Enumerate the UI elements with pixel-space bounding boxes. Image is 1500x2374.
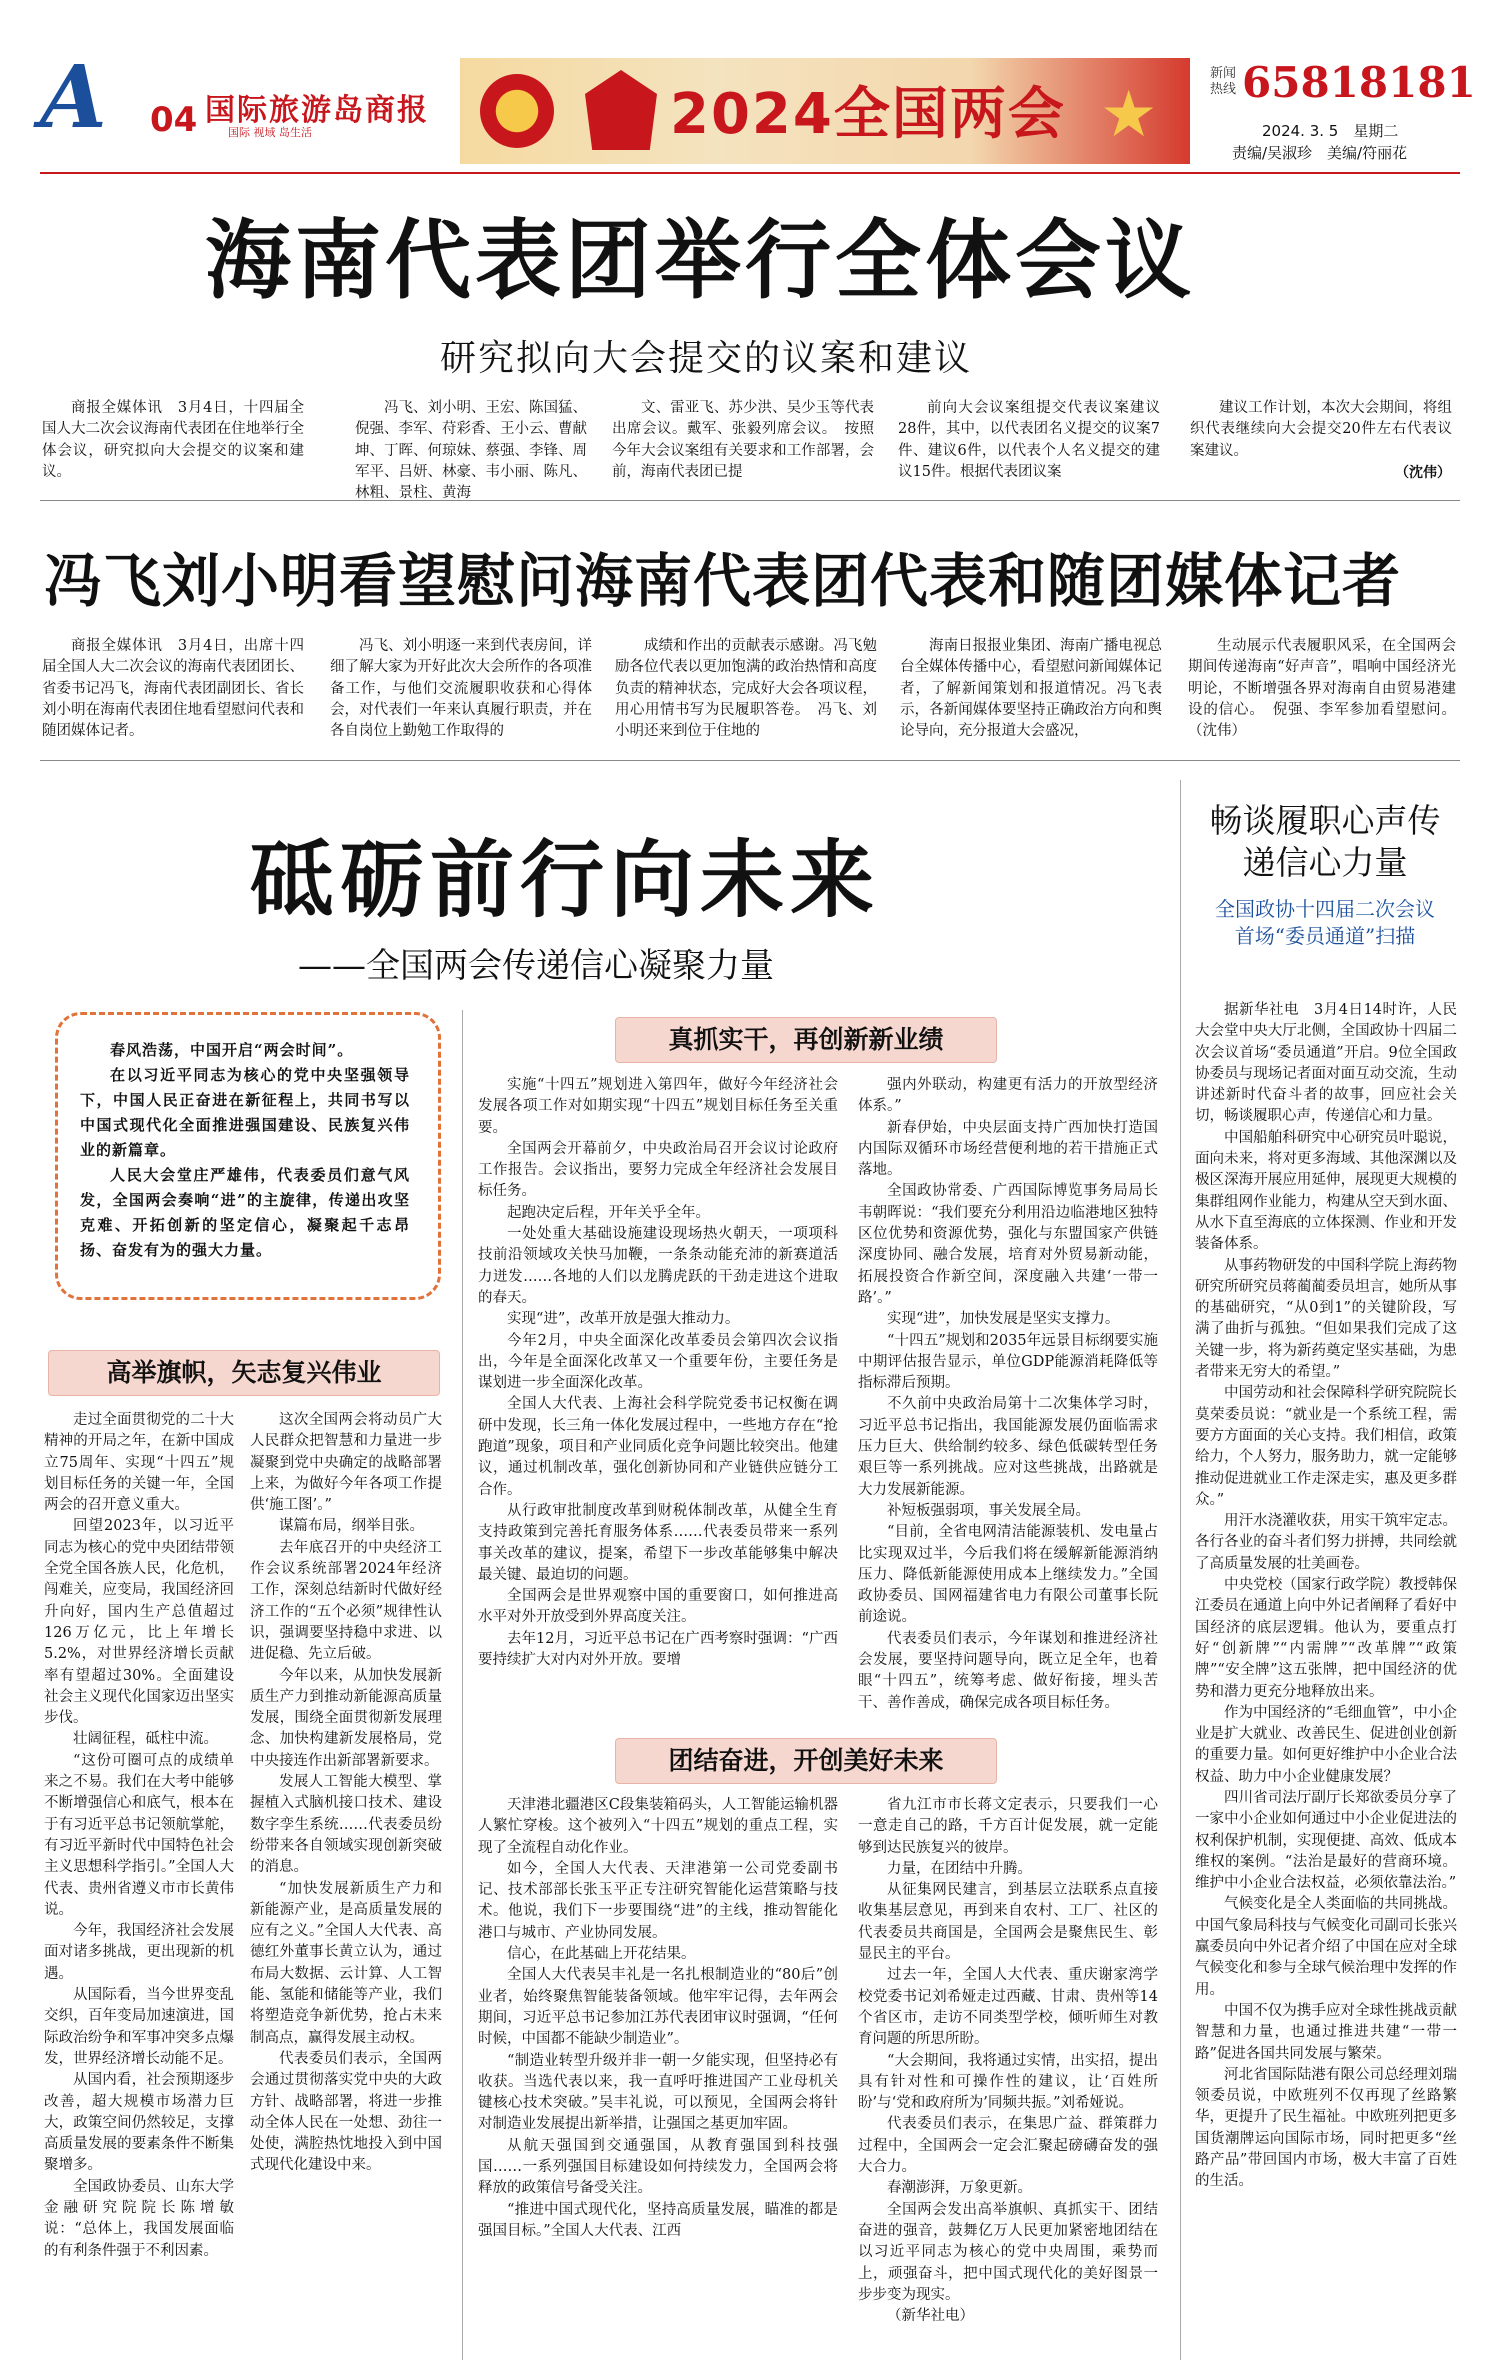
intro-box-text: 春风浩荡，中国开启“两会时间”。 在以习近平同志为核心的党中央坚强领导下，中国人民正奋进在新征程上，共同书写以中国式现代化全面推进强国建设、民族复兴伟业的新篇章。 人民大会堂庄严雄伟，代表委员们意气风发，全国两会奏响“进”的主旋律，传递出攻坚克难、开拓创新的坚定信心，凝聚起千志昂扬、奋发有为的强大力量。: [80, 1041, 410, 1259]
national-emblem-icon: [480, 74, 554, 148]
column-rule: [462, 1010, 463, 2360]
story2-column: 成绩和作出的贡献表示感谢。冯飞勉励各位代表以更加饱满的政治热情和高度负责的精神状态，完成好大会各项议程，用心用情书写为民履职答卷。 冯飞、刘小明还来到位于住地的: [615, 638, 877, 740]
section-heading: 高举旗帜，矢志复兴伟业: [48, 1350, 440, 1396]
newspaper-slogan: 国际 视域 岛生活: [228, 126, 312, 139]
story3-subhead: ——全国两会传递信心凝聚力量: [298, 946, 774, 986]
section-heading: 真抓实干，再创新新业绩: [615, 1017, 997, 1063]
story3-column: 这次全国两会将动员广大人民群众把智慧和力量进一步凝聚到党中央确定的战略部署上来，为做好今年各项工作提供‘施工图’。” 谋篇布局，纲举目张。 去年底召开的中央经济工作会议系统部署2024年经济工作，深刻总结新时代做好经济工作的“五个必须”规律性认识，强调要坚持稳中求进、以进促稳、先立后破。 今年以来，从加快发展新质生产力到推动新能源高质量发展，围绕全面贯彻新发展理念、加快构建新发展格局，党中央接连作出新部署新要求。 发展人工智能大模型、掌握植入式脑机接口技术、建设数字孪生系统……代表委员纷纷带来各自领域实现创新突破的消息。 “加快发展新质生产力和新能源产业，是高质量发展的应有之义。”全国人大代表、高德红外董事长黄立认为，通过布局大数据、云计算、人工智能、氢能和储能等产业，我们将塑造竞争新优势，抢占未来制高点，赢得发展主动权。 代表委员们表示，全国两会通过贯彻落实党中央的大政方针、战略部署，将进一步推动全体人民在一处想、劲往一处使，满腔热忱地投入到中国式现代化建设中来。: [250, 1412, 442, 2174]
column-rule: [1180, 780, 1181, 2360]
editors-credit: 责编/吴淑珍 美编/符丽花: [1232, 144, 1408, 162]
story3-column: 强内外联动，构建更有活力的开放型经济体系。” 新春伊始，中央层面支持广西加快打造国内国际双循环市场经营便利地的若干措施正式落地。 全国政协常委、广西国际博览事务局局长韦朝晖说：“我们要充分利用沿边临港地区独特区位优势和资源优势，强化与东盟国家产供链深度协同、融合发展，培育对外贸易新动能，拓展投资合作新空间，深度融入共建‘一带一路’。” 实现“进”，加快发展是坚实支撑力。 “十四五”规划和2035年远景目标纲要实施中期评估报告显示，单位GDP能源消耗降低等指标滞后预期。 不久前中央政治局第十二次集体学习时，习近平总书记指出，我国能源发展仍面临需求压力巨大、供给制约较多、绿色低碳转型任务艰巨等一系列挑战。应对这些挑战，出路就是大力发展新能源。 补短板强弱项，事关发展全局。 “目前，全省电网清洁能源装机、发电量占比实现双过半，今后我们将在缓解新能源消纳压力、降低新能源使用成本上继续发力。”全国政协委员、国网福建省电力有限公司董事长阮前途说。 代表委员们表示，今年谋划和推进经济社会发展，要坚持问题导向，既立足全年，也着眼“十四五”，统筹考虑、做好衔接，埋头苦干、善作善成，确保完成各项目标任务。: [858, 1077, 1158, 1711]
story1-headline: 海南代表团举行全体会议: [205, 211, 1195, 311]
news-hotline-number: 65818181: [1242, 58, 1476, 107]
divider: [40, 760, 1460, 761]
story2-headline: 冯飞刘小明看望慰问海南代表团代表和随团媒体记者: [44, 547, 1402, 615]
story1-column: 前向大会议案组提交代表议案建议28件，其中，以代表团名义提交的议案7件、建议6件，以代表个人名义提交的建议15件。根据代表团议案: [898, 400, 1160, 480]
banner-title: 2024全国两会: [670, 82, 1066, 147]
masthead-logo-letter: A: [40, 47, 107, 148]
story1-column: 冯飞、刘小明、王宏、陈国猛、倪强、李军、苻彩香、王小云、曹献坤、丁晖、何琼妹、蔡强、李锋、周军平、吕妍、林豪、韦小丽、陈凡、林粗、景柱、黄海: [355, 400, 587, 502]
section-heading: 团结奋进，开创美好未来: [615, 1738, 997, 1784]
story2-column: 冯飞、刘小明逐一来到代表房间，详细了解大家为开好此次大会所作的各项准备工作，与他们交流履职收获和心得体会，对代表们一年来认真履行职责，并在各自岗位上勤勉工作取得的: [330, 638, 592, 740]
sidebar-headline: 畅谈履职心声传递信心力量: [1209, 801, 1441, 882]
issue-date: 2024. 3. 5 星期二: [1262, 122, 1399, 140]
story1-column: 文、雷亚飞、苏少洪、吴少玉等代表出席会议。戴军、张毅列席会议。 按照今年大会议案组有关要求和工作部署，会前，海南代表团已提: [612, 400, 874, 480]
story1-column: 商报全媒体讯 3月4日，十四届全国人大二次会议海南代表团在住地举行全体会议，研究拟向大会提交的议案和建议。: [42, 400, 304, 480]
divider: [40, 500, 1460, 501]
story2-column: 生动展示代表履职风采，在全国两会期间传递海南“好声音”，唱响中国经济光明论，不断增强各界对海南自由贸易港建设的信心。 倪强、李军参加看望慰问。（沈伟）: [1188, 638, 1456, 740]
story2-column: 海南日报报业集团、海南广播电视总台全媒体传播中心，看望慰问新闻媒体记者，了解新闻策划和报道情况。冯飞表示，各新闻媒体要坚持正确政治方向和舆论导向，充分报道大会盛况，: [900, 638, 1162, 740]
story1-byline: （沈伟）: [1395, 465, 1451, 481]
story1-subhead: 研究拟向大会提交的议案和建议: [440, 338, 973, 379]
hotline-label: 新闻热线: [1210, 66, 1237, 97]
newspaper-name: 国际旅游岛商报: [205, 93, 429, 128]
story3-column: 省九江市市长蒋文定表示，只要我们一心一意走自己的路，千方百计促发展，就一定能够到达民族复兴的彼岸。 力量，在团结中升腾。 从征集网民建言，到基层立法联系点直接收集基层意见，再到来自农村、工厂、社区的代表委员共商国是，全国两会是聚焦民生、彰显民主的平台。 过去一年，全国人大代表、重庆谢家湾学校党委书记刘希娅走过西藏、甘肃、贵州等14个省区市，走访不同类型学校，倾听师生对教育问题的所思所盼。 “大会期间，我将通过实情，出实招，提出具有针对性和可操作性的建议，让‘百姓所盼’与‘党和政府所为’同频共振。”刘希娅说。 代表委员们表示，在集思广益、群策群力过程中，全国两会一定会汇聚起磅礴奋发的强大合力。 春潮澎湃，万象更新。 全国两会发出高举旗帜、真抓实干、团结奋进的强音，鼓舞亿万人民更加紧密地团结在以习近平同志为核心的党中央周围，乘势而上，顽强奋斗，把中国式现代化的美好图景一步步变为现实。 （新华社电）: [858, 1797, 1158, 2325]
header-rule: [40, 172, 1460, 174]
two-sessions-banner: [460, 58, 1190, 164]
sidebar-subhead: 全国政协十四届二次会议首场“委员通道”扫描: [1215, 897, 1435, 948]
story2-column: 商报全媒体讯 3月4日，出席十四届全国人大二次会议的海南代表团团长、省委书记冯飞，海南代表团副团长、省长刘小明在海南代表团住地看望慰问代表和随团媒体记者。: [42, 638, 304, 740]
sidebar-body: 据新华社电 3月4日14时许，人民大会堂中央大厅北侧，全国政协十四届二次会议首场“委员通道”开启。9位全国政协委员与现场记者面对面互动交流，生动讲述新时代奋斗者的故事，回应社会关切，畅谈履职心声，传递信心和力量。 中国船舶科研究中心研究员叶聪说，面向未来，将对更多海域、其他深渊以及极区深海开展应用延伸，展现更大规模的集群组网作业能力，构建从空天到水面、从水下直至海底的立体探测、作业和开发装备体系。 从事药物研发的中国科学院上海药物研究所研究员蒋蔺蔺委员坦言，她所从事的基础研究，“从0到1”的关键阶段，写满了曲折与孤独。“但如果我们完成了这关键一步，将为新药奠定坚实基础，为患者带来无穷大的希望。” 中国劳动和社会保障科学研究院院长莫荣委员说：“就业是一个系统工程，需要方方面面的关心支持。我们相信，政策给力，个人努力，服务助力，就一定能够推动促进就业工作走深走实，惠及更多群众。” 用汗水浇灌收获，用实干筑牢定志。各行各业的奋斗者们努力拼搏，共同绘就了高质量发展的壮美画卷。 中央党校（国家行政学院）教授韩保江委员在通道上向中外记者阐释了看好中国经济的底层逻辑。他认为，要重点打好“创新牌”“内需牌”“改革牌”“政策牌”“安全牌”这五张牌，把中国经济的优势和潜力更充分地释放出来。 作为中国经济的“毛细血管”，中小企业是扩大就业、改善民生、促进创业创新的重要力量。如何更好维护中小企业合法权益、助力中小企业健康发展？ 四川省司法厅副厅长郑欲委员分享了一家中小企业如何通过中小企业促进法的权利保护机制，实现便捷、高效、低成本维权的案例。“法治是最好的营商环境。维护中小企业合法权益，必须依靠法治。” 气候变化是全人类面临的共同挑战。中国气象局科技与气候变化司副司长张兴赢委员向中外记者介绍了中国在应对全球气候变化和参与全球气候治理中发挥的作用。 中国不仅为携手应对全球性挑战贡献智慧和力量，也通过推进共建“一带一路”促进各国共同发展与繁荣。 河北省国际陆港有限公司总经理刘瑞领委员说，中欧班列不仅再现了丝路繁华，更提升了民生福祉。中欧班列把更多国货潮牌运向国际市场，同时把更多“丝路产品”带回国内市场，极大丰富了百姓的生活。: [1195, 1002, 1457, 2190]
story3-headline: 砥砺前行向未来: [250, 831, 881, 929]
story1-column: 建议工作计划，本次大会期间，将组织代表继续向大会提交20件左右代表议案建议。: [1190, 400, 1452, 459]
story3-column: 实施“十四五”规划进入第四年，做好今年经济社会发展各项工作对如期实现“十四五”规划目标任务至关重要。 全国两会开幕前夕，中央政治局召开会议讨论政府工作报告。会议指出，要努力完成全年经济社会发展目标任务。 起跑决定后程，开年关乎全年。 一处处重大基础设施建设现场热火朝天，一项项科技前沿领域攻关快马加鞭，一条条动能充沛的新赛道活力迸发……各地的人们以龙腾虎跃的干劲走进这个进取的春天。 实现“进”，改革开放是强大推动力。 今年2月，中央全面深化改革委员会第四次会议指出，今年是全面深化改革又一个重要年份，主要任务是谋划进一步全面深化改革。 全国人大代表、上海社会科学院党委书记权衡在调研中发现，长三角一体化发展过程中，一些地方存在“抢跑道”现象，项目和产业同质化竞争问题比较突出。他建议，通过机制改革，强化创新协同和产业链供应链分工合作。 从行政审批制度改革到财税体制改革，从健全生育支持政策到完善托育服务体系……代表委员带来一系列事关改革的建议，提案，希望下一步改革能够集中解决最关键、最迫切的问题。 全国两会是世界观察中国的重要窗口，如何推进高水平对外开放受到外界高度关注。 去年12月，习近平总书记在广西考察时强调：“广西要持续扩大对内对外开放。要增: [478, 1077, 838, 1669]
great-hall-icon: [585, 70, 657, 150]
story3-column: 天津港北疆港区C段集装箱码头，人工智能运输机器人繁忙穿梭。这个被列入“十四五”规划的重点工程，实现了全流程自动化作业。 如今，全国人大代表、天津港第一公司党委副书记、技术部部长张玉平正专注研究智能化运营策略与技术。他说，我们下一步要围绕“进”的主线，推动智能化港口与城市、产业协同发展。 信心，在此基础上开花结果。 全国人大代表吴丰礼是一名扎根制造业的“80后”创业者，始终聚焦智能装备领域。他牢牢记得，去年两会期间，习近平总书记参加江苏代表团审议时强调，“任何时候，中国都不能缺少制造业”。 “制造业转型升级并非一朝一夕能实现，但坚持必有收获。当选代表以来，我一直呼吁推进国产工业母机关键核心技术突破。”吴丰礼说，可以预见，全国两会将针对制造业发展提出新举措，让强国之基更加牢固。 从航天强国到交通强国，从教育强国到科技强国……一系列强国目标建设如何持续发力，全国两会将释放的政策信号备受关注。 “推进中国式现代化，坚持高质量发展，瞄准的都是强国目标。”全国人大代表、江西: [478, 1797, 838, 2239]
star-icon: ★: [1100, 78, 1158, 152]
page-number: 04: [150, 100, 198, 140]
story3-column: 走过全面贯彻党的二十大精神的开局之年，在新中国成立75周年、实现“十四五”规划目标任务的关键一年，全国两会的召开意义重大。 回望2023年，以习近平同志为核心的党中央团结带领全党全国各族人民，化危机，闯难关，应变局，我国经济回升向好，国内生产总值超过126万亿元，比上年增长5.2%，对世界经济增长贡献率有望超过30%。全面建设社会主义现代化国家迈出坚实步伐。 壮阔征程，砥柱中流。 “这份可圈可点的成绩单来之不易。我们在大考中能够不断增强信心和底气，根本在于有习近平总书记领航掌舵，有习近平新时代中国特色社会主义思想科学指引。”全国人大代表、贵州省遵义市市长黄伟说。 今年，我国经济社会发展面对诸多挑战，更出现新的机遇。 从国际看，当今世界变乱交织，百年变局加速演进，国际政治纷争和军事冲突多点爆发，世界经济增长动能不足。 从国内看，社会预期逐步改善，超大规模市场潜力巨大，政策空间仍然较足，支撑高质量发展的要素条件不断集聚增多。 全国政协委员、山东大学金融研究院院长陈增敏说：“总体上，我国发展面临的有利条件强于不利因素。: [44, 1412, 234, 2259]
